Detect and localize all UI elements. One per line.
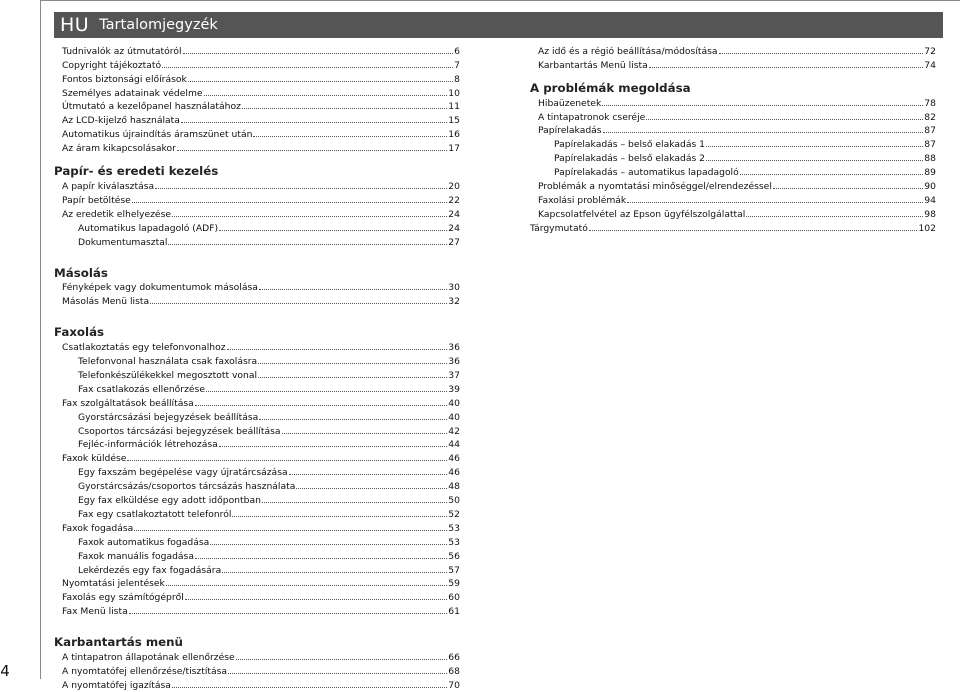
toc-entry[interactable] [62, 549, 460, 563]
toc-entry-label: Fax csatlakozás ellenőrzése [78, 383, 205, 395]
toc-entry[interactable] [62, 281, 460, 295]
toc-entry-label: Faxok fogadása [62, 522, 134, 534]
section-heading: Karbantartás menü [54, 635, 183, 650]
dot-leader [134, 530, 447, 531]
toc-entry[interactable] [62, 294, 460, 308]
toc-entry-page: 32 [448, 296, 460, 308]
toc-entry-page: 40 [448, 397, 460, 409]
toc-entry[interactable] [62, 438, 460, 452]
dot-leader [282, 433, 448, 434]
section-heading: Másolás [54, 265, 108, 280]
toc-entry-page: 57 [448, 564, 460, 576]
toc-entry[interactable] [62, 678, 460, 692]
toc-entry-label: Faxolás egy számítógépről [62, 592, 184, 604]
dot-leader [219, 230, 447, 231]
toc-entry-label: Tárgymutató [530, 222, 588, 234]
dot-leader [706, 160, 923, 161]
toc-entry-label: Egy faxszám begépelése vagy újratárcsázása [78, 467, 288, 479]
toc-column-left [54, 44, 460, 692]
dot-leader [195, 558, 447, 559]
toc-entry-label: Faxolási problémák [538, 194, 627, 206]
toc-entry[interactable] [538, 151, 936, 165]
section-heading: A problémák megoldása [530, 80, 691, 95]
toc-entry[interactable] [62, 410, 460, 424]
toc-entry-page: 56 [448, 550, 460, 562]
toc-entry-page: 72 [924, 45, 936, 57]
dot-leader [649, 67, 924, 68]
section-heading: Faxolás [54, 325, 105, 340]
toc-entry[interactable] [62, 465, 460, 479]
toc-entry-label: Dokumentumasztal [78, 236, 168, 248]
toc-entry-label: Fax Menü lista [62, 606, 128, 618]
dot-leader [259, 419, 447, 420]
dot-leader [204, 95, 448, 96]
dot-leader [603, 132, 924, 133]
dot-leader [155, 188, 447, 189]
toc-entry-page: 46 [448, 453, 460, 465]
toc-entry-label: Automatikus újraindítás áramszünet után [62, 129, 253, 141]
toc-entry[interactable] [62, 424, 460, 438]
toc-entry-label: Fejléc-információk létrehozása [78, 439, 218, 451]
toc-entry-label: Papírelakadás – belső elakadás 1 [554, 139, 706, 151]
toc-entry[interactable] [62, 563, 460, 577]
toc-entry[interactable] [62, 141, 460, 155]
toc-entry[interactable] [538, 110, 936, 124]
dot-leader [253, 136, 447, 137]
toc-entry-label: Az LCD-kijelző használata [62, 115, 180, 127]
toc-entry[interactable] [62, 58, 460, 72]
toc-entry-label: Személyes adatainak védelme [62, 87, 203, 99]
toc-entry[interactable] [62, 664, 460, 678]
toc-entry[interactable] [62, 340, 460, 354]
toc-entry-label: A nyomtatófej igazítása [62, 679, 171, 691]
dot-leader [259, 289, 447, 290]
dot-leader [773, 188, 923, 189]
toc-entry-label: Faxok automatikus fogadása [78, 536, 210, 548]
toc-entry-page: 70 [448, 679, 460, 691]
dot-leader [181, 122, 447, 123]
toc-entry-label: Papírelakadás [538, 125, 602, 137]
toc-entry-page: 59 [448, 578, 460, 590]
toc-entry[interactable] [62, 577, 460, 591]
toc-entry[interactable] [62, 113, 460, 127]
toc-entry[interactable] [62, 451, 460, 465]
toc-entry-label: Papírelakadás – belső elakadás 2 [554, 153, 706, 165]
dot-leader [228, 673, 447, 674]
toc-entry-page: 53 [448, 522, 460, 534]
toc-entry-page: 94 [924, 194, 936, 206]
toc-entry-label: Faxok küldése [62, 453, 127, 465]
dot-leader [195, 405, 448, 406]
dot-leader [162, 67, 453, 68]
toc-entry[interactable] [538, 165, 936, 179]
toc-entry-page: 74 [924, 59, 936, 71]
toc-entry-label: Problémák a nyomtatási minőséggel/elrendezéssel [538, 181, 772, 193]
toc-entry-page: 8 [454, 73, 460, 85]
toc-entry-label: Telefonvonal használata csak faxolásra [78, 356, 258, 368]
toc-entry-page: 11 [448, 101, 460, 113]
toc-entry-page: 37 [448, 370, 460, 382]
dot-leader [232, 516, 447, 517]
toc-entry-page: 22 [448, 194, 460, 206]
toc-entry-label: Gyorstárcsázás/csoportos tárcsázás használata [78, 481, 296, 493]
toc-entry[interactable] [538, 193, 936, 207]
toc-entry-page: 53 [448, 536, 460, 548]
toc-entry-label: A papír kiválasztása [62, 181, 155, 193]
dot-leader [746, 216, 923, 217]
toc-entry[interactable] [538, 124, 936, 138]
section-heading: Papír- és eredeti kezelés [54, 164, 219, 179]
toc-entry[interactable] [62, 100, 460, 114]
page-title: Tartalomjegyzék [99, 17, 218, 33]
toc-entry-label: Fax szolgáltatások beállítása [62, 397, 194, 409]
dot-leader [262, 502, 447, 503]
toc-header [54, 12, 943, 38]
toc-entry-label: A tintapatronok cseréje [538, 111, 646, 123]
toc-entry[interactable] [62, 354, 460, 368]
dot-leader [219, 446, 447, 447]
toc-entry[interactable] [62, 493, 460, 507]
toc-entry-label: Egy fax elküldése egy adott időpontban [78, 495, 261, 507]
dot-leader [589, 230, 918, 231]
toc-entry-label: Kapcsolatfelvétel az Epson ügyfélszolgálattal [538, 208, 746, 220]
toc-entry-page: 89 [924, 167, 936, 179]
toc-entry-label: Az eredetik elhelyezése [62, 208, 172, 220]
toc-entry[interactable] [62, 127, 460, 141]
toc-entry-label: Fontos biztonsági előírások [62, 73, 187, 85]
dot-leader [646, 119, 923, 120]
toc-entry-label: Tudnivalók az útmutatóról [62, 45, 182, 57]
toc-entry-label: Gyorstárcsázási bejegyzések beállítása [78, 411, 259, 423]
dot-leader [719, 53, 924, 54]
dot-leader [602, 105, 923, 106]
toc-entry[interactable] [538, 44, 936, 58]
toc-entry-page: 87 [924, 139, 936, 151]
toc-entry[interactable] [62, 179, 460, 193]
toc-entry-label: Az idő és a régió beállítása/módosítása [538, 45, 718, 57]
toc-entry[interactable] [62, 72, 460, 86]
toc-entry-page: 24 [448, 208, 460, 220]
toc-entry-label: A tintapatron állapotának ellenőrzése [62, 652, 235, 664]
toc-entry-page: 61 [448, 606, 460, 618]
toc-entry[interactable] [62, 535, 460, 549]
toc-entry-label: Fényképek vagy dokumentumok másolása [62, 282, 258, 294]
toc-entry-page: 6 [454, 45, 460, 57]
toc-entry-page: 60 [448, 592, 460, 604]
toc-entry-label: Lekérdezés egy fax fogadására [78, 564, 222, 576]
toc-entry-page: 15 [448, 115, 460, 127]
toc-entry-page: 40 [448, 411, 460, 423]
toc-entry-label: Nyomtatási jelentések [62, 578, 165, 590]
toc-entry-label: Útmutató a kezelőpanel használatához [62, 101, 241, 113]
toc-entry-label: A nyomtatófej ellenőrzése/tisztítása [62, 665, 228, 677]
dot-leader [296, 488, 447, 489]
dot-leader [258, 377, 447, 378]
toc-entry-page: 87 [924, 125, 936, 137]
toc-entry-page: 98 [924, 208, 936, 220]
toc-entry[interactable] [538, 58, 936, 72]
toc-entry[interactable] [62, 590, 460, 604]
toc-entry-page: 7 [454, 59, 460, 71]
dot-leader [172, 687, 447, 688]
toc-entry[interactable] [62, 604, 460, 618]
toc-entry[interactable] [62, 479, 460, 493]
page-number: 4 [0, 662, 10, 680]
toc-entry-page: 20 [448, 181, 460, 193]
dot-leader [129, 613, 448, 614]
toc-entry[interactable] [538, 179, 936, 193]
toc-entry-page: 24 [448, 222, 460, 234]
dot-leader [236, 659, 448, 660]
toc-entry-page: 44 [448, 439, 460, 451]
toc-entry-label: Karbantartás Menü lista [538, 59, 648, 71]
toc-entry[interactable] [62, 221, 460, 235]
toc-entry[interactable] [62, 382, 460, 396]
toc-entry-label: Másolás Menü lista [62, 296, 150, 308]
toc-entry-page: 48 [448, 481, 460, 493]
dot-leader [627, 202, 923, 203]
toc-entry-page: 102 [918, 222, 936, 234]
dot-leader [227, 349, 448, 350]
toc-entry-label: Telefonkészülékekkel megosztott vonal [78, 370, 258, 382]
toc-column-right [530, 44, 936, 235]
toc-entry-page: 39 [448, 383, 460, 395]
toc-entry-label: Papírelakadás – automatikus lapadagoló [554, 167, 739, 179]
toc-entry-page: 42 [448, 425, 460, 437]
dot-leader [132, 202, 448, 203]
dot-leader [210, 544, 447, 545]
dot-leader [166, 585, 447, 586]
toc-entry-label: Fax egy csatlakoztatott telefonról [78, 508, 232, 520]
toc-entry-page: 52 [448, 508, 460, 520]
dot-leader [150, 303, 447, 304]
toc-entry[interactable] [62, 368, 460, 382]
dot-leader [222, 572, 447, 573]
toc-entry[interactable] [62, 86, 460, 100]
toc-entry-page: 82 [924, 111, 936, 123]
dot-leader [177, 150, 447, 151]
toc-entry-label: Az áram kikapcsolásakor [62, 143, 176, 155]
toc-entry[interactable] [62, 207, 460, 221]
toc-entry[interactable] [62, 193, 460, 207]
dot-leader [740, 174, 924, 175]
dot-leader [172, 216, 447, 217]
dot-leader [127, 460, 447, 461]
toc-entry-page: 16 [448, 129, 460, 141]
toc-entry-page: 30 [448, 282, 460, 294]
toc-entry-label: Faxok manuális fogadása [78, 550, 194, 562]
toc-entry-page: 68 [448, 665, 460, 677]
toc-entry-label: Automatikus lapadagoló (ADF) [78, 222, 219, 234]
dot-leader [183, 53, 454, 54]
toc-entry-label: Csatlakoztatás egy telefonvonalhoz [62, 342, 226, 354]
toc-entry[interactable] [530, 221, 936, 235]
dot-leader [188, 81, 453, 82]
toc-entry-label: Csoportos tárcsázási bejegyzések beállítása [78, 425, 281, 437]
toc-entry-page: 66 [448, 652, 460, 664]
dot-leader [185, 599, 447, 600]
dot-leader [242, 108, 447, 109]
language-code: HU [60, 14, 90, 36]
toc-entry[interactable] [62, 396, 460, 410]
toc-entry[interactable] [62, 507, 460, 521]
toc-entry-page: 36 [448, 342, 460, 354]
toc-entry[interactable] [538, 207, 936, 221]
toc-entry-page: 88 [924, 153, 936, 165]
dot-leader [206, 391, 447, 392]
toc-entry-page: 10 [448, 87, 460, 99]
toc-entry-label: Papír betöltése [62, 194, 131, 206]
toc-entry-page: 17 [448, 143, 460, 155]
toc-entry[interactable] [62, 521, 460, 535]
toc-entry[interactable] [62, 650, 460, 664]
dot-leader [289, 474, 448, 475]
toc-entry-page: 27 [448, 236, 460, 248]
toc-entry[interactable] [62, 44, 460, 58]
toc-entry-label: Copyright tájékoztató [62, 59, 162, 71]
dot-leader [258, 363, 447, 364]
toc-entry[interactable] [538, 96, 936, 110]
toc-entry-label: Hibaüzenetek [538, 97, 602, 109]
toc-entry[interactable] [538, 137, 936, 151]
toc-entry-page: 36 [448, 356, 460, 368]
dot-leader [706, 146, 923, 147]
toc-entry-page: 46 [448, 467, 460, 479]
toc-entry[interactable] [62, 235, 460, 249]
toc-entry-page: 90 [924, 181, 936, 193]
dot-leader [168, 244, 447, 245]
toc-entry-page: 50 [448, 495, 460, 507]
toc-entry-page: 78 [924, 97, 936, 109]
